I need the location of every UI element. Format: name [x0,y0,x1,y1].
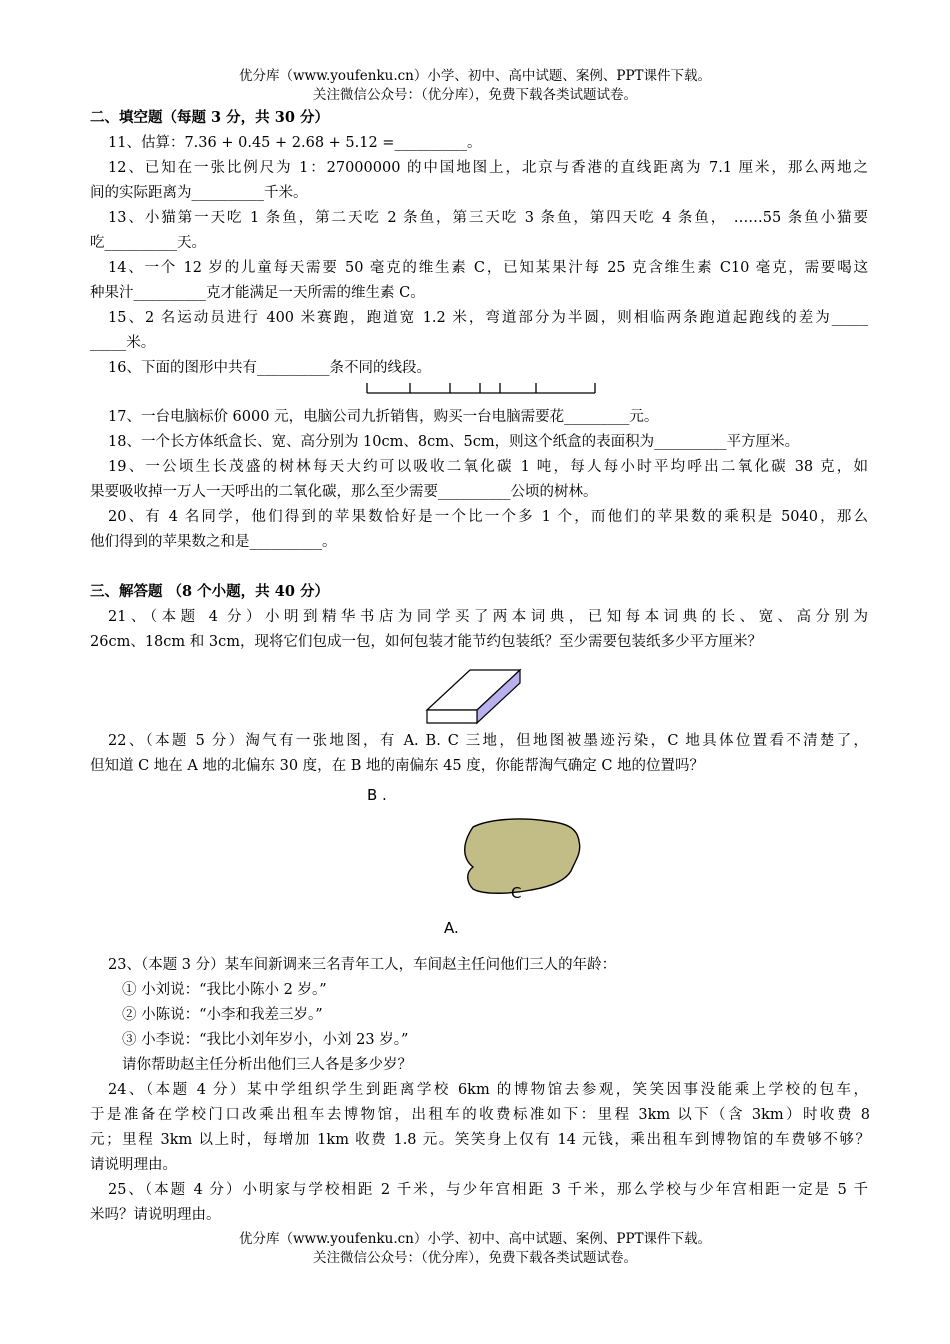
ink-blot-map [459,815,585,895]
footer-line-1: 优分库（www.youfenku.cn）小学、初中、高中试题、案例、PPT课件下载。 [238,1231,712,1247]
q25-line-1: 25、（本题 4 分）小明家与学校相距 2 千米，与少年宫相距 3 千米，那么学校与少年宫相距一定是 5 千 [108,1182,868,1198]
q12-line-2: 间的实际距离为__________千米。 [90,185,308,201]
q24-line-1: 24、（本题 4 分）某中学组织学生到距离学校 6km 的博物馆去参观，笑笑因事没能乘上学校的包车， [108,1082,868,1098]
q14-line-2: 种果汁__________克才能满足一天所需的维生素 C。 [90,285,425,301]
section-2-title: 二、填空题（每题 3 分，共 30 分） [90,109,329,126]
q14-line-1: 14、一个 12 岁的儿童每天需要 50 毫克的维生素 C，已知某果汁每 25 克含维生素 C10 毫克，需要喝这 [108,260,868,276]
q20-line-2: 他们得到的苹果数之和是__________。 [90,534,337,550]
header-line-2: 关注微信公众号：（优分库），免费下载各类试题试卷。 [313,87,637,103]
q11: 11、估算：7.36 + 0.45 + 2.68 + 5.12 =__________。 [108,135,482,151]
q13-line-1: 13、小猫第一天吃 1 条鱼，第二天吃 2 条鱼，第三天吃 3 条鱼，第四天吃 4 条鱼， ……55 条鱼小猫要 [108,210,868,226]
dictionary-box-figure [426,666,522,724]
q17: 17、一台电脑标价 6000 元，电脑公司九折销售，购买一台电脑需要花_________元。 [108,409,659,425]
q23-question: 请你帮助赵主任分析出他们三人各是多少岁？ [122,1057,412,1073]
q19-line-2: 果要吸收掉一万人一天呼出的二氧化碳，那么至少需要__________公顷的树林。 [90,484,598,500]
footer-line-2: 关注微信公众号：（优分库），免费下载各类试题试卷。 [313,1250,637,1266]
q21-line-2: 26cm、18cm 和 3cm，现将它们包成一包，如何包装才能节约包装纸？至少需要包装纸多少平方厘米？ [90,634,762,650]
q18: 18、一个长方体纸盒长、宽、高分别为 10cm、8cm、5cm，则这个纸盒的表面积为__________平方厘米。 [108,434,800,450]
q19-line-1: 19、一公顷生长茂盛的树林每天大约可以吸收二氧化碳 1 吨，每人每小时平均呼出二氧化碳 38 克，如 [108,459,868,475]
q23-option-3: ③ 小李说：“我比小刘年岁小，小刘 23 岁。” [122,1032,409,1048]
q24-line-4: 请说明理由。 [90,1157,177,1173]
q24-line-2: 于是准备在学校门口改乘出租车去博物馆，出租车的收费标准如下：里程 3km 以下（含 3km）时收费 8 [90,1107,870,1123]
map-label-c: C [511,884,522,902]
q22-line-2: 但知道 C 地在 A 地的北偏东 30 度，在 B 地的南偏东 45 度，你能帮淘气确定 C 地的位置吗？ [90,758,705,774]
q24-line-3: 元；里程 3km 以上时，每增加 1km 收费 1.8 元。笑笑身上仅有 14 元钱，乘出租车到博物馆的车费够不够？ [90,1132,870,1148]
q20-line-1: 20、有 4 名同学，他们得到的苹果数恰好是一个比一个多 1 个，而他们的苹果数的乘积是 5040，那么 [108,509,868,525]
q23-line-1: 23、（本题 3 分）某车间新调来三名青年工人，车间赵主任问他们三人的年龄： [108,957,617,973]
map-label-b: B . [367,786,387,804]
q15-line-2: _____米。 [90,335,156,351]
q12-line-1: 12、已知在一张比例尺为 1：27000000 的中国地图上，北京与香港的直线距离为 7.1 厘米，那么两地之 [108,160,868,176]
q25-line-2: 米吗？请说明理由。 [90,1207,221,1223]
q15-line-1: 15、2 名运动员进行 400 米赛跑，跑道宽 1.2 米，弯道部分为半圆，则相临两条跑道起跑线的差为_____ [108,310,868,326]
q23-option-2: ② 小陈说：“小李和我差三岁。” [122,1007,323,1023]
line-segment-figure [366,380,596,396]
section-3-title: 三、解答题 （8 个小题，共 40 分） [90,583,329,600]
q13-line-2: 吃__________天。 [90,235,206,251]
q23-option-1: ① 小刘说：“我比小陈小 2 岁。” [122,982,327,998]
q16: 16、下面的图形中共有__________条不同的线段。 [108,360,431,376]
header-line-1: 优分库（www.youfenku.cn）小学、初中、高中试题、案例、PPT课件下载。 [238,68,712,84]
q21-line-1: 21、（本题 4 分）小明到精华书店为同学买了两本词典，已知每本词典的长、宽、高分别为 [108,609,868,625]
map-label-a: A. [444,919,459,937]
q22-line-1: 22、（本题 5 分）淘气有一张地图，有 A. B. C 三地，但地图被墨迹污染，C 地具体位置看不清楚了， [108,733,868,749]
